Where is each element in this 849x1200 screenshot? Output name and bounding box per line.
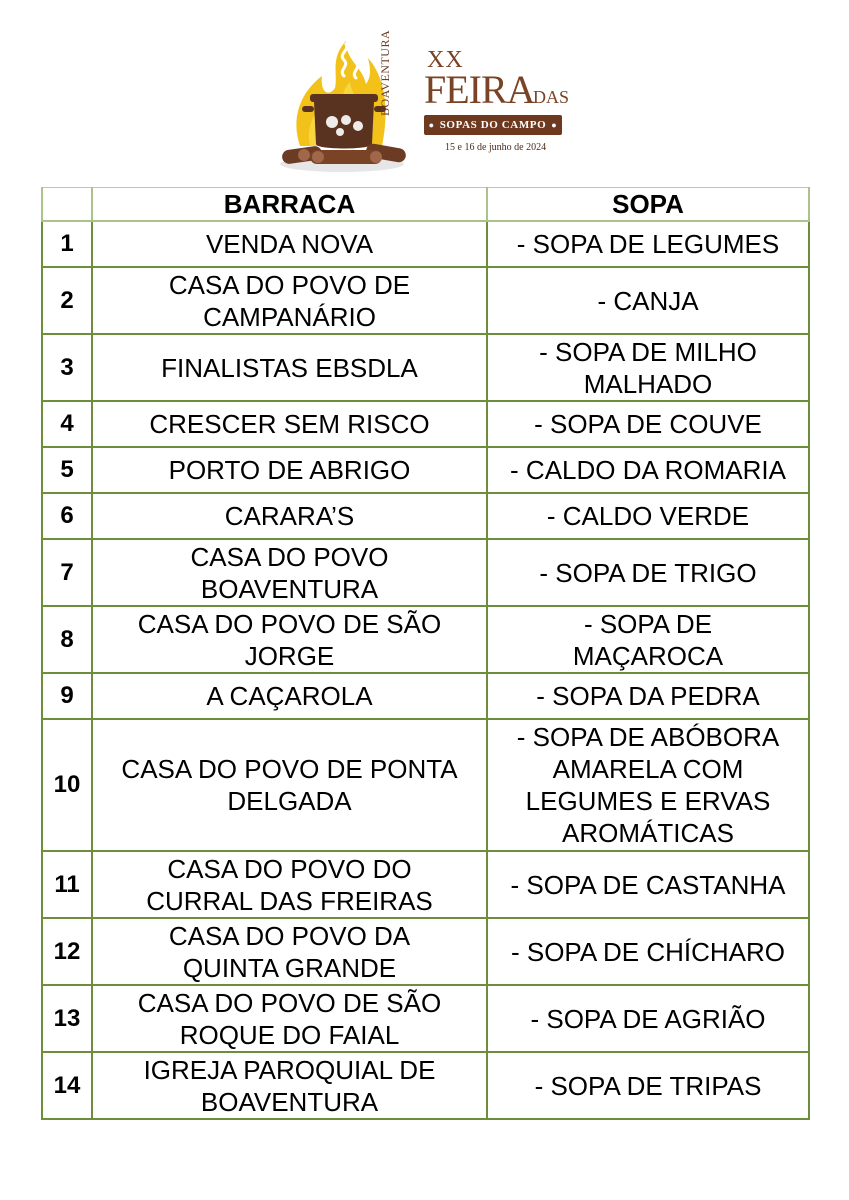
- table-row: [42, 539, 809, 606]
- stall-name-cell: [92, 539, 487, 606]
- logo-side-text: BOAVENTURA: [378, 29, 392, 116]
- stall-name-cell: [92, 918, 487, 985]
- soup-name-line: - CANJA: [597, 285, 699, 316]
- soup-name-cell: [487, 1052, 809, 1119]
- ribbon-dot-icon: ●: [551, 120, 558, 130]
- soup-name-line: - CALDO VERDE: [546, 501, 750, 531]
- logo-title: FEIRA: [424, 67, 535, 112]
- soup-name-line: - SOPA DE CHÍCHARO: [510, 936, 785, 967]
- soup-name-line: - SOPA DE AGRIÃO: [530, 1003, 766, 1034]
- stall-number: 10: [42, 719, 92, 851]
- stall-name-line: VENDA NOVA: [205, 229, 374, 259]
- logo-edition: XX: [427, 47, 464, 73]
- stall-name-cell: [92, 985, 487, 1052]
- soup-name-cell: [487, 334, 809, 401]
- soup-name-cell: [487, 851, 809, 918]
- soup-name-cell: [487, 267, 809, 334]
- stall-number: 6: [42, 493, 92, 539]
- stall-number: 13: [42, 985, 92, 1052]
- table-row: [42, 267, 809, 334]
- stall-name-line: CURRAL DAS FREIRAS: [146, 885, 433, 916]
- stall-name-line: CASA DO POVO DE PONTA: [121, 754, 458, 784]
- soup-name-line: LEGUMES E ERVAS: [525, 786, 771, 816]
- stall-number: 12: [42, 918, 92, 985]
- stall-name-line: CASA DO POVO DE SÃO: [137, 608, 442, 639]
- table-row: [42, 719, 809, 851]
- stall-name-line: CASA DO POVO DO: [167, 853, 412, 884]
- stall-name-line: BOAVENTURA: [200, 1086, 379, 1117]
- stall-name-line: JORGE: [244, 640, 335, 671]
- stall-number: 8: [42, 606, 92, 673]
- stall-name-cell: [92, 851, 487, 918]
- stall-number: 9: [42, 673, 92, 719]
- soup-name-cell: [487, 985, 809, 1052]
- soup-name-line: - CALDO DA ROMARIA: [510, 455, 786, 485]
- table-row: [42, 918, 809, 985]
- stall-name-line: IGREJA PAROQUIAL DE: [143, 1054, 436, 1085]
- stall-name-line: CRESCER SEM RISCO: [149, 409, 430, 439]
- stall-number: 11: [42, 851, 92, 918]
- soup-name-cell: [487, 673, 809, 719]
- stall-name-cell: [92, 719, 487, 851]
- stall-name-line: CARARA’S: [224, 501, 355, 531]
- header-sopa: SOPA: [487, 188, 809, 222]
- soup-name-line: - SOPA DE CASTANHA: [510, 869, 786, 900]
- soup-name-cell: [487, 539, 809, 606]
- table-row: [42, 673, 809, 719]
- soup-name-cell: [487, 918, 809, 985]
- stall-name-line: PORTO DE ABRIGO: [168, 455, 411, 485]
- soup-pot-fire-icon: [280, 36, 420, 186]
- table-row: [42, 493, 809, 539]
- soup-name-line: - SOPA DE TRIPAS: [534, 1070, 762, 1101]
- soup-name-cell: [487, 401, 809, 447]
- stall-number: 1: [42, 221, 92, 267]
- soup-name-line: AROMÁTICAS: [562, 818, 734, 848]
- stall-name-line: ROQUE DO FAIAL: [179, 1019, 400, 1050]
- soup-name-line: - SOPA DE MILHO: [539, 336, 757, 367]
- stall-name-line: CASA DO POVO DA: [168, 920, 411, 951]
- stall-name-cell: [92, 401, 487, 447]
- soup-name-line: - SOPA DE LEGUMES: [516, 229, 780, 259]
- soup-name-cell: [487, 493, 809, 539]
- table-row: [42, 1052, 809, 1119]
- stall-number: 14: [42, 1052, 92, 1119]
- soup-name-line: - SOPA DA PEDRA: [536, 681, 760, 711]
- soup-name-cell: [487, 606, 809, 673]
- stall-name-cell: [92, 267, 487, 334]
- stall-name-line: DELGADA: [227, 786, 352, 816]
- table-row: [42, 851, 809, 918]
- logo-title-suffix: DAS: [533, 87, 570, 107]
- soup-name-line: - SOPA DE COUVE: [534, 409, 762, 439]
- stall-number: 7: [42, 539, 92, 606]
- stall-name-line: QUINTA GRANDE: [182, 952, 397, 983]
- soup-name-line: AMARELA COM: [552, 754, 744, 784]
- table-row: [42, 334, 809, 401]
- header-number: [42, 188, 92, 222]
- stall-name-line: CASA DO POVO DE: [168, 269, 411, 300]
- stall-name-cell: [92, 606, 487, 673]
- stall-number: 4: [42, 401, 92, 447]
- stall-name-line: BOAVENTURA: [200, 573, 379, 604]
- soup-name-line: MAÇAROCA: [572, 640, 724, 671]
- soup-name-cell: [487, 447, 809, 493]
- stall-name-cell: [92, 334, 487, 401]
- soup-name-line: - SOPA DE: [583, 608, 713, 639]
- stall-name-cell: [92, 447, 487, 493]
- stall-name-line: FINALISTAS EBSDLA: [161, 352, 418, 383]
- stall-name-cell: [92, 1052, 487, 1119]
- table-row: [42, 401, 809, 447]
- ribbon-text: SOPAS DO CAMPO: [439, 119, 547, 131]
- soup-name-cell: [487, 719, 809, 851]
- header-barraca: BARRACA: [92, 188, 487, 222]
- soup-name-cell: [487, 221, 809, 267]
- stall-number: 2: [42, 267, 92, 334]
- soup-name-line: - SOPA DE ABÓBORA: [516, 722, 780, 752]
- stall-name-cell: [92, 493, 487, 539]
- table-row: [42, 606, 809, 673]
- event-date: 15 e 16 de junho de 2024: [445, 142, 547, 153]
- table-header-row: [42, 188, 809, 222]
- soup-stalls-table: [41, 187, 810, 1120]
- table-row: [42, 447, 809, 493]
- stall-name-line: A CAÇAROLA: [206, 681, 373, 711]
- stall-name-cell: [92, 221, 487, 267]
- table-row: [42, 221, 809, 267]
- ribbon-dot-icon: ●: [428, 120, 435, 130]
- stall-name-line: CAMPANÁRIO: [203, 301, 376, 332]
- stall-number: 5: [42, 447, 92, 493]
- table-row: [42, 985, 809, 1052]
- stall-number: 3: [42, 334, 92, 401]
- stall-name-cell: [92, 673, 487, 719]
- logo-ribbon: [424, 115, 562, 135]
- stall-name-line: CASA DO POVO DE SÃO: [137, 987, 442, 1018]
- soup-name-line: MALHADO: [583, 368, 713, 399]
- event-logo: [280, 29, 580, 186]
- soup-name-line: - SOPA DE TRIGO: [539, 557, 757, 588]
- stall-name-line: CASA DO POVO: [190, 541, 389, 572]
